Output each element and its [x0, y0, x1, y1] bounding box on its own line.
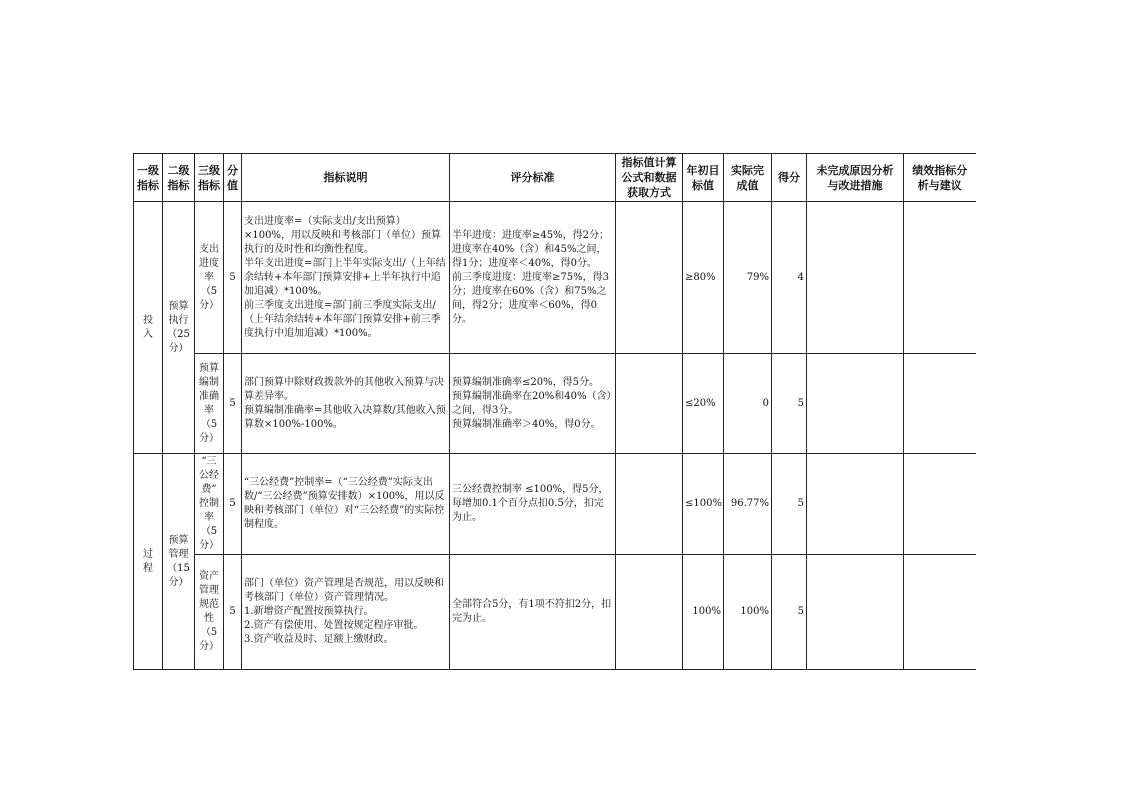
header-score: 得分 [772, 154, 807, 202]
table-row [134, 354, 976, 454]
actual-cell: 100% [724, 555, 772, 670]
header-description: 指标说明 [242, 154, 450, 202]
score-cell: 4 [772, 202, 807, 354]
group-process: 过 程 [134, 454, 163, 670]
suggestion-cell [904, 555, 976, 670]
analysis-cell [807, 202, 904, 354]
table-row [134, 202, 976, 354]
score-value-cell: 5 [224, 202, 242, 354]
level3-cell: 支出 进度 率 （5 分） [195, 202, 224, 354]
header-level1: 一级 指标 [134, 154, 163, 202]
performance-table [133, 153, 976, 670]
actual-cell: 0 [724, 354, 772, 454]
suggestion-cell [904, 454, 976, 555]
description-cell: 支出进度率=（实际支出/支出预算）×100%，用以反映和考核部门（单位）预算执行的及时性和均衡性程度。 半年支出进度=部门上半年实际支出/（上年结余结转+本年部门预算安排+上半年执行中追加追减）*100%。 前三季度支出进度=部门前三季度实际支出/（上年结余结转+本年部门预算安排+前三季度执行中追加追减）*100%。 [242, 202, 450, 354]
criteria-cell: 全部符合5分，有1项不符扣2分，扣完为止。 [450, 555, 616, 670]
description-cell: 部门（单位）资产管理是否规范，用以反映和考核部门（单位）资产管理情况。 1.新增资产配置按预算执行。 2.资产有偿使用、处置按规定程序审批。 3.资产收益及时、足额上缴财政。 [242, 555, 450, 670]
header-level3: 三级 指标 [195, 154, 224, 202]
header-row [134, 154, 976, 202]
score-cell: 5 [772, 454, 807, 555]
score-cell: 5 [772, 354, 807, 454]
level3-cell: 资产 管理 规范 性 （5 分） [195, 555, 224, 670]
header-actual: 实际完 成值 [724, 154, 772, 202]
suggestion-cell [904, 354, 976, 454]
header-suggestion: 绩效指标分 析与建议 [904, 154, 976, 202]
criteria-cell: 预算编制准确率≤20%，得5分。 预算编制准确率在20%和40%（含）之间，得3分。 预算编制准确率＞40%，得0分。 [450, 354, 616, 454]
group-budget-execution: 预算 执行 （25 分） [163, 202, 195, 454]
score-value-cell: 5 [224, 454, 242, 555]
level3-cell: 预算 编制 准确 率 （5 分） [195, 354, 224, 454]
group-input: 投 入 [134, 202, 163, 454]
actual-cell: 96.77% [724, 454, 772, 555]
table-row [134, 555, 976, 670]
formula-cell [616, 454, 683, 555]
description-cell: “三公经费”控制率=（“三公经费”实际支出数/“三公经费”预算安排数）×100%，用以反映和考核部门（单位）对“三公经费”的实际控制程度。 [242, 454, 450, 555]
target-cell: ≥80% [683, 202, 724, 354]
suggestion-cell [904, 202, 976, 354]
header-analysis: 未完成原因分析 与改进措施 [807, 154, 904, 202]
group-budget-management: 预算 管理 （15 分） [163, 454, 195, 670]
target-cell: ≤100% [683, 454, 724, 555]
criteria-cell: 三公经费控制率 ≤100%，得5分，每增加0.1个百分点扣0.5分，扣完为止。 [450, 454, 616, 555]
target-cell: 100% [683, 555, 724, 670]
score-cell: 5 [772, 555, 807, 670]
score-value-cell: 5 [224, 354, 242, 454]
header-score-value: 分 值 [224, 154, 242, 202]
level3-cell: “三 公经 费” 控制 率 （5 分） [195, 454, 224, 555]
header-formula: 指标值计算 公式和数据 获取方式 [616, 154, 683, 202]
target-cell: ≤20% [683, 354, 724, 454]
formula-cell [616, 202, 683, 354]
header-level2: 二级 指标 [163, 154, 195, 202]
table-row [134, 454, 976, 555]
criteria-cell: 半年进度：进度率≥45%，得2分；进度率在40%（含）和45%之间，得1分；进度率＜40%，得0分。 前三季度进度：进度率≥75%，得3分；进度率在60%（含）和75%之间，得2分；进度率＜60%，得0分。 [450, 202, 616, 354]
analysis-cell [807, 354, 904, 454]
header-criteria: 评分标准 [450, 154, 616, 202]
header-target: 年初目 标值 [683, 154, 724, 202]
analysis-cell [807, 555, 904, 670]
description-cell: 部门预算中除财政拨款外的其他收入预算与决算差异率。 预算编制准确率=其他收入决算数/其他收入预算数×100%-100%。 [242, 354, 450, 454]
formula-cell [616, 354, 683, 454]
score-value-cell: 5 [224, 555, 242, 670]
formula-cell [616, 555, 683, 670]
actual-cell: 79% [724, 202, 772, 354]
analysis-cell [807, 454, 904, 555]
